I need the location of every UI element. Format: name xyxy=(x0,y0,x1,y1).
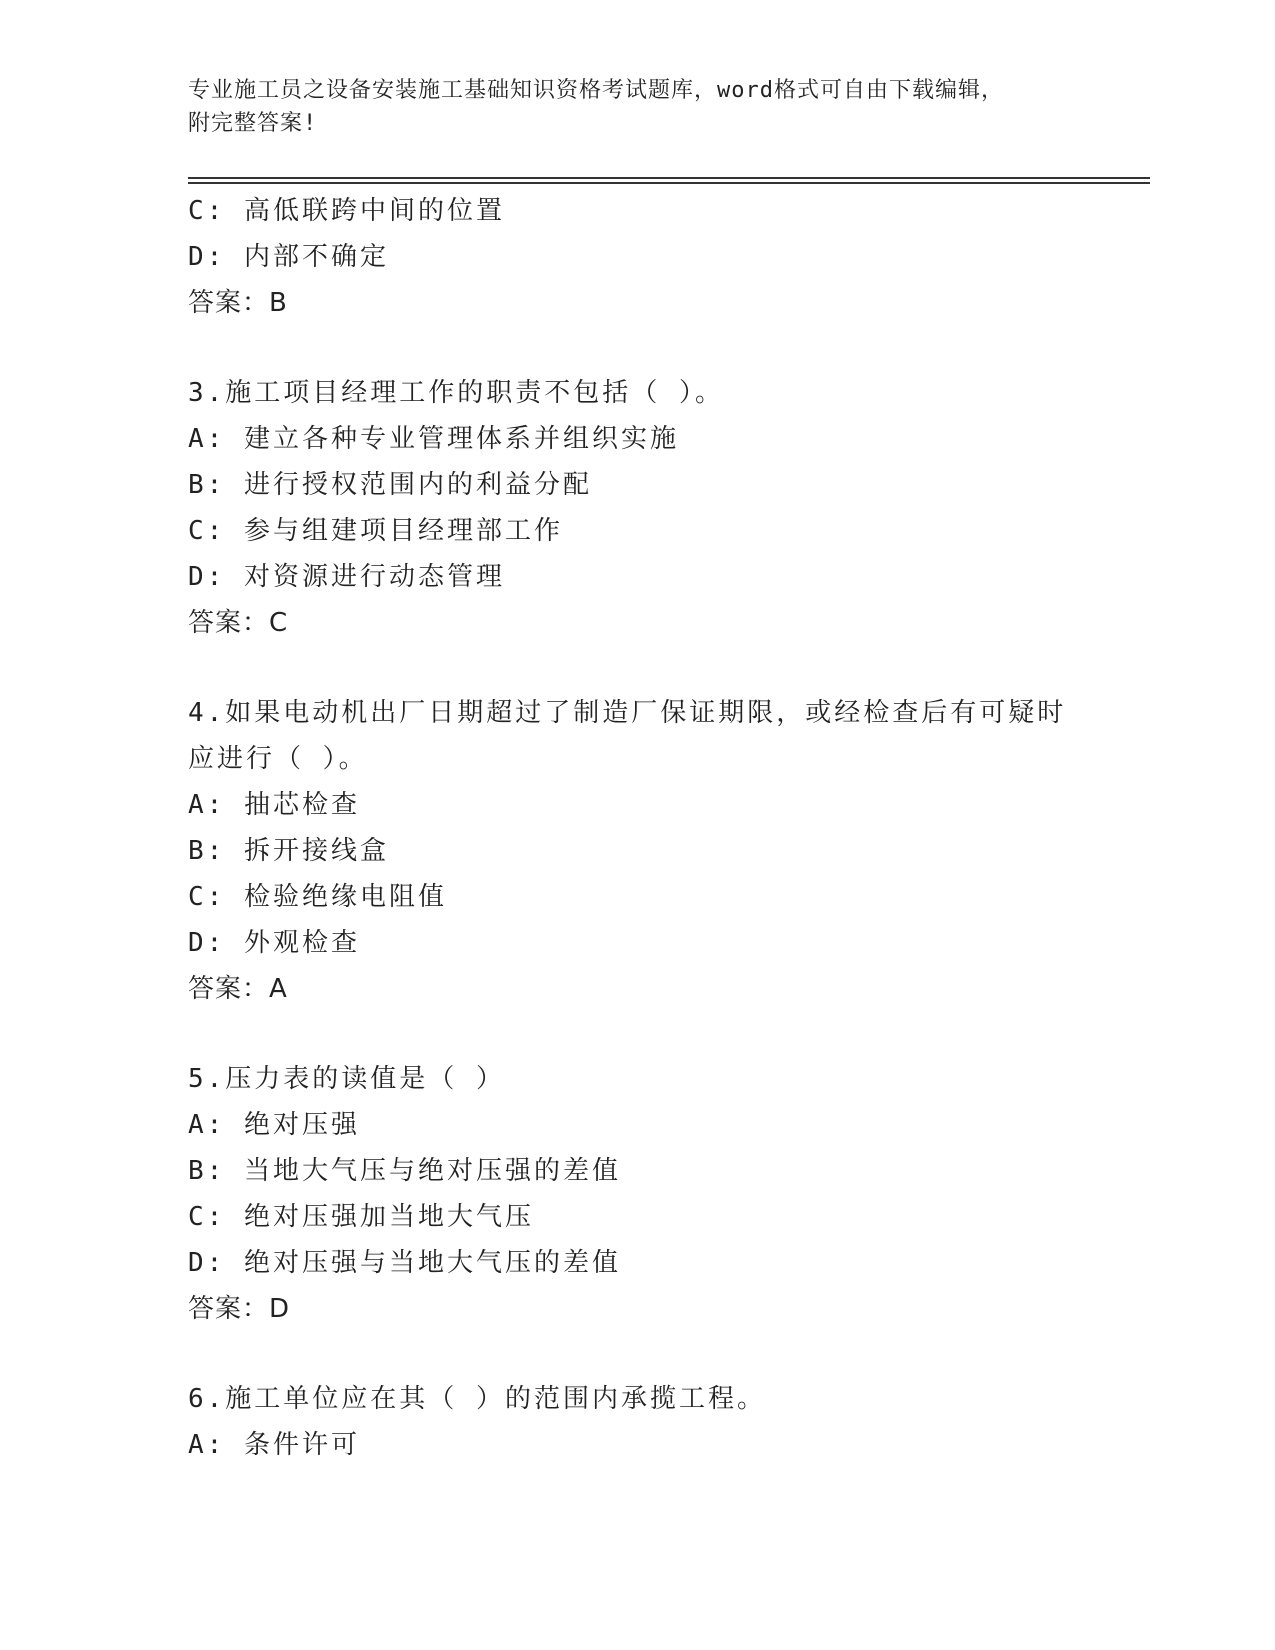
document-header xyxy=(188,74,1088,140)
option-c: C: 绝对压强加当地大气压 xyxy=(188,1202,534,1232)
spacer xyxy=(188,326,1088,370)
option-a: A: 抽芯检查 xyxy=(188,790,360,820)
question-text: 3.施工项目经理工作的职责不包括（ ）。 xyxy=(188,378,724,408)
header-line-1: 专业施工员之设备安装施工基础知识资格考试题库，word格式可自由下载编辑， xyxy=(188,78,1004,103)
answer-label: 答案：D xyxy=(188,1294,291,1324)
answer-label: 答案：B xyxy=(188,288,288,318)
question-text: 6.施工单位应在其（ ）的范围内承揽工程。 xyxy=(188,1384,766,1414)
option-d: D: 对资源进行动态管理 xyxy=(188,562,505,592)
question-text: 5.压力表的读值是（ ） xyxy=(188,1064,505,1094)
header-divider-top xyxy=(188,177,1150,179)
question-list xyxy=(188,188,1088,1468)
option-b: B: 当地大气压与绝对压强的差值 xyxy=(188,1156,621,1186)
option-c: C: 检验绝缘电阻值 xyxy=(188,882,447,912)
header-divider-bottom xyxy=(188,182,1150,184)
header-line-2: 附完整答案! xyxy=(188,111,318,136)
option-d: D: 内部不确定 xyxy=(188,242,389,272)
question-4 xyxy=(188,690,1088,1012)
question-2-fragment xyxy=(188,188,1088,326)
option-b: B: 拆开接线盒 xyxy=(188,836,389,866)
answer-label: 答案：A xyxy=(188,974,288,1004)
question-5 xyxy=(188,1056,1088,1332)
spacer xyxy=(188,1012,1088,1056)
spacer xyxy=(188,646,1088,690)
option-b: B: 进行授权范围内的利益分配 xyxy=(188,470,592,500)
spacer xyxy=(188,1332,1088,1376)
option-a: A: 绝对压强 xyxy=(188,1110,360,1140)
option-a: A: 条件许可 xyxy=(188,1430,360,1460)
answer-label: 答案：C xyxy=(188,608,289,638)
option-d: D: 绝对压强与当地大气压的差值 xyxy=(188,1248,621,1278)
question-3 xyxy=(188,370,1088,646)
option-a: A: 建立各种专业管理体系并组织实施 xyxy=(188,424,679,454)
option-c: C: 高低联跨中间的位置 xyxy=(188,196,505,226)
option-c: C: 参与组建项目经理部工作 xyxy=(188,516,563,546)
question-text-line-1: 4.如果电动机出厂日期超过了制造厂保证期限，或经检查后有可疑时 xyxy=(188,698,1067,728)
option-d: D: 外观检查 xyxy=(188,928,360,958)
question-text-line-2: 应进行（ ）。 xyxy=(188,744,368,774)
question-6 xyxy=(188,1376,1088,1468)
